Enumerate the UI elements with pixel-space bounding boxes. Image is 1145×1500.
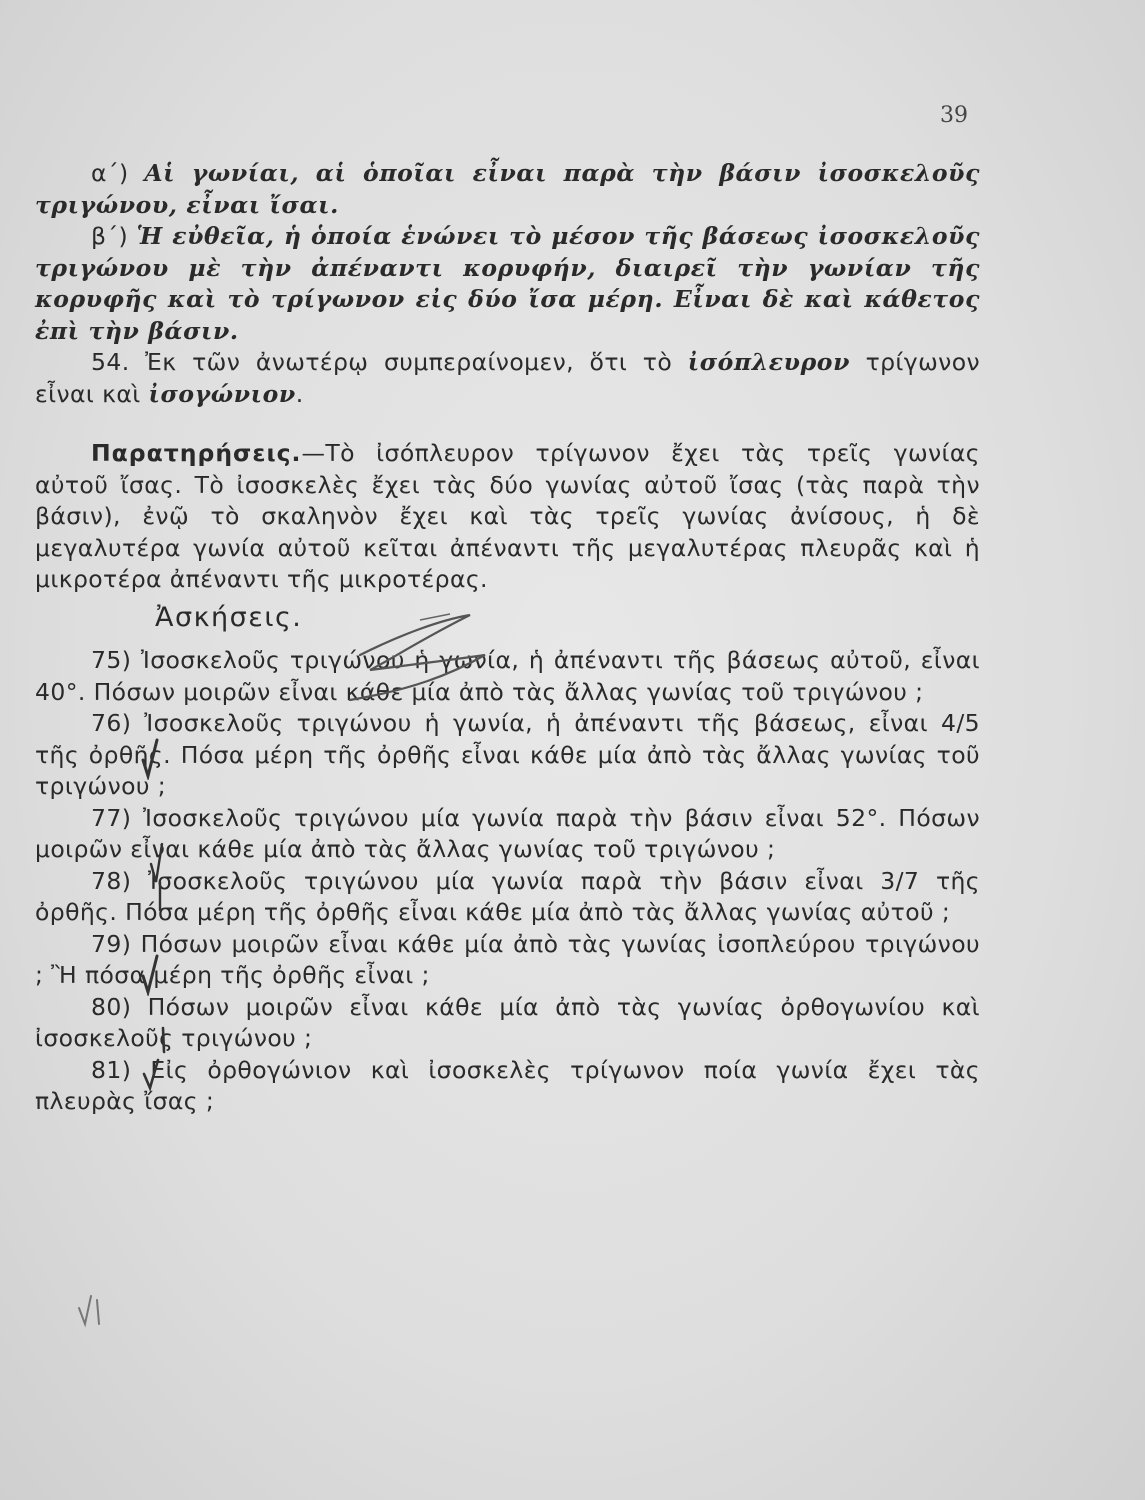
theorem-a-label: α΄) bbox=[91, 159, 145, 187]
check-mark-icon bbox=[75, 1290, 115, 1330]
spacer bbox=[35, 410, 980, 438]
exercise-78: 78) Ἰσοσκελοῦς τριγώνου μία γωνία παρὰ τὴν βάσιν εἶναι 3/7 τῆς ὀρθῆς. Πόσα μέρη τῆς ὀρθῆς εἶναι κάθε μία ἀπὸ τὰς ἄλλας γωνίας αὐτοῦ ; bbox=[35, 866, 980, 926]
theorem-a-text: Αἱ γωνίαι, αἱ ὁποῖαι εἶναι παρὰ τὴν βάσιν ἰσοσκελοῦς τριγώνου, εἶναι ἴσαι. bbox=[35, 159, 981, 219]
observations-text: —Τὸ ἰσόπλευρον τρίγωνον ἔχει τὰς τρεῖς γωνίας αὐτοῦ ἴσας. Τὸ ἰσοσκελὲς ἔχει τὰς δύο γωνίας αὐτοῦ ἴσας (τὰς παρὰ τὴν βάσιν), ἐνῷ τὸ σκαληνὸν ἔχει καὶ τὰς τρεῖς γωνίας ἀνίσους, ἡ δὲ μεγαλυτέρα γωνία αὐτοῦ κεῖται ἀπέναντι τῆς μεγαλυτέρας πλευρᾶς καὶ ἡ μικροτέρα ἀπέναντι τῆς μικροτέρας. bbox=[35, 439, 980, 593]
page-number: 39 bbox=[940, 103, 968, 128]
exercise-75: 75) Ἰσοσκελοῦς τριγώνου ἡ γωνία, ἡ ἀπέναντι τῆς βάσεως αὐτοῦ, εἶναι 40°. Πόσων μοιρῶν εἶναι κάθε μία ἀπὸ τὰς ἄλλας γωνίας τοῦ τριγώνου ; bbox=[35, 646, 980, 706]
paragraph-54-end: . bbox=[295, 379, 304, 408]
term-isogonion: ἰσογώνιον bbox=[148, 379, 296, 408]
check-mark-icon bbox=[140, 738, 160, 780]
exercise-81: 81) Εἰς ὀρθογώνιον καὶ ἰσοσκελὲς τρίγωνον ποία γωνία ἔχει τὰς πλευρὰς ἴσας ; bbox=[35, 1055, 980, 1115]
exercises-heading: Ἀσκήσεις. bbox=[155, 601, 303, 633]
check-mark-icon bbox=[148, 842, 168, 912]
theorem-b-label: β΄) bbox=[91, 222, 137, 250]
paragraph-54-text: 54. Ἐκ τῶν ἀνωτέρῳ συμπεραίνομεν, ὅτι τὸ bbox=[91, 348, 688, 376]
exercise-80: 80) Πόσων μοιρῶν εἶναι κάθε μία ἀπὸ τὰς γωνίας ὀρθογωνίου καὶ ἰσοσκελοῦς τριγώνου ; bbox=[35, 992, 980, 1052]
pencil-scribble-icon bbox=[300, 600, 530, 710]
observations bbox=[35, 438, 980, 596]
exercise-77: 77) Ἰσοσκελοῦς τριγώνου μία γωνία παρὰ τὴν βάσιν εἶναι 52°. Πόσων μοιρῶν εἶναι κάθε μία ἀπὸ τὰς ἄλλας γωνίας τοῦ τριγώνου ; bbox=[35, 803, 980, 863]
exercise-79: 79) Πόσων μοιρῶν εἶναι κάθε μία ἀπὸ τὰς γωνίας ἰσοπλεύρου τριγώνου ; Ἢ πόσα μέρη τῆς ὀρθῆς εἶναι ; bbox=[35, 929, 980, 989]
theorem-b-text: Ἡ εὐθεῖα, ἡ ὁποία ἑνώνει τὸ μέσον τῆς βάσεως ἰσοσκελοῦς τριγώνου μὲ τὴν ἀπέναντι κορυφήν, διαιρεῖ τὴν γωνίαν τῆς κορυφῆς καὶ τὸ τρίγωνον εἰς δύο ἴσα μέρη. Εἶναι δὲ καὶ κάθετος ἐπὶ τὴν βάσιν. bbox=[35, 222, 980, 345]
check-mark-icon bbox=[138, 1022, 178, 1092]
observations-heading: Παρατηρήσεις. bbox=[91, 439, 302, 467]
theorem-b bbox=[35, 221, 980, 347]
paragraph-54 bbox=[35, 347, 980, 410]
check-mark-icon bbox=[140, 954, 160, 996]
paragraph-54-text-2: τρίγωνον εἶναι καὶ bbox=[35, 348, 981, 408]
exercise-76: 76) Ἰσοσκελοῦς τριγώνου ἡ γωνία, ἡ ἀπέναντι τῆς βάσεως, εἶναι 4/5 τῆς ὀρθῆς. Πόσα μέρη τῆς ὀρθῆς εἶναι κάθε μία ἀπὸ τὰς ἄλλας γωνίας τοῦ τριγώνου ; bbox=[35, 709, 980, 800]
theorem-a bbox=[35, 158, 980, 221]
term-isopleuron: ἰσόπλευρον bbox=[687, 348, 850, 376]
